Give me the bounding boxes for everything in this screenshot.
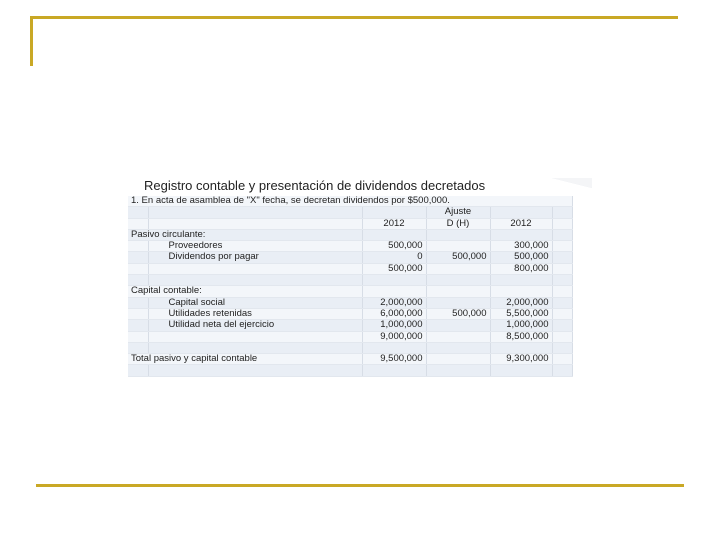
value-after: 1,000,000 <box>490 320 552 331</box>
value-after: 5,500,000 <box>490 308 552 319</box>
value-after: 2,000,000 <box>490 297 552 308</box>
table-row <box>128 252 572 263</box>
row-label: Proveedores <box>148 241 362 252</box>
table-row <box>128 229 572 240</box>
value-before: 0 <box>362 252 426 263</box>
table-row <box>128 308 572 319</box>
value-after: 300,000 <box>490 241 552 252</box>
row-label: Dividendos por pagar <box>148 252 362 263</box>
total-before: 9,500,000 <box>362 354 426 365</box>
sheet-title: Registro contable y presentación de dividendos decretados <box>144 178 486 193</box>
value-adjust <box>426 320 490 331</box>
subtotal-after: 800,000 <box>490 263 552 274</box>
subtotal-before: 500,000 <box>362 263 426 274</box>
total-after: 9,300,000 <box>490 354 552 365</box>
balance-table <box>128 196 573 377</box>
top-gold-rule <box>30 16 678 19</box>
table-row <box>128 354 572 365</box>
table-row <box>128 207 572 218</box>
table-row <box>128 218 572 229</box>
section-label-pasivo: Pasivo circulante: <box>128 229 362 240</box>
header-dh: D (H) <box>426 218 490 229</box>
table-row <box>128 365 572 376</box>
value-before: 500,000 <box>362 241 426 252</box>
table-row <box>128 241 572 252</box>
header-year-before: 2012 <box>362 218 426 229</box>
left-gold-rule <box>30 16 33 66</box>
value-before: 1,000,000 <box>362 320 426 331</box>
row-label: Capital social <box>148 297 362 308</box>
bottom-gold-rule <box>36 484 684 487</box>
table-row <box>128 320 572 331</box>
table-row <box>128 331 572 342</box>
value-adjust: 500,000 <box>426 308 490 319</box>
table-row <box>128 286 572 297</box>
table-row <box>128 297 572 308</box>
subtotal-after: 8,500,000 <box>490 331 552 342</box>
table-row <box>128 342 572 353</box>
total-label: Total pasivo y capital contable <box>128 354 362 365</box>
value-before: 6,000,000 <box>362 308 426 319</box>
value-adjust: 500,000 <box>426 252 490 263</box>
section-label-capital: Capital contable: <box>128 286 362 297</box>
table-row <box>128 275 572 286</box>
page-curl-icon <box>552 178 592 188</box>
value-adjust <box>426 241 490 252</box>
table-row <box>128 196 572 207</box>
row-label: Utilidades retenidas <box>148 308 362 319</box>
value-adjust <box>426 297 490 308</box>
note-text: 1. En acta de asamblea de "X" fecha, se decretan dividendos por $500,000. <box>128 196 572 207</box>
header-year-after: 2012 <box>490 218 552 229</box>
value-before: 2,000,000 <box>362 297 426 308</box>
subtotal-before: 9,000,000 <box>362 331 426 342</box>
row-label: Utilidad neta del ejercicio <box>148 320 362 331</box>
table-row <box>128 263 572 274</box>
header-adjust: Ajuste <box>426 207 490 218</box>
value-after: 500,000 <box>490 252 552 263</box>
spreadsheet-image <box>124 176 592 372</box>
